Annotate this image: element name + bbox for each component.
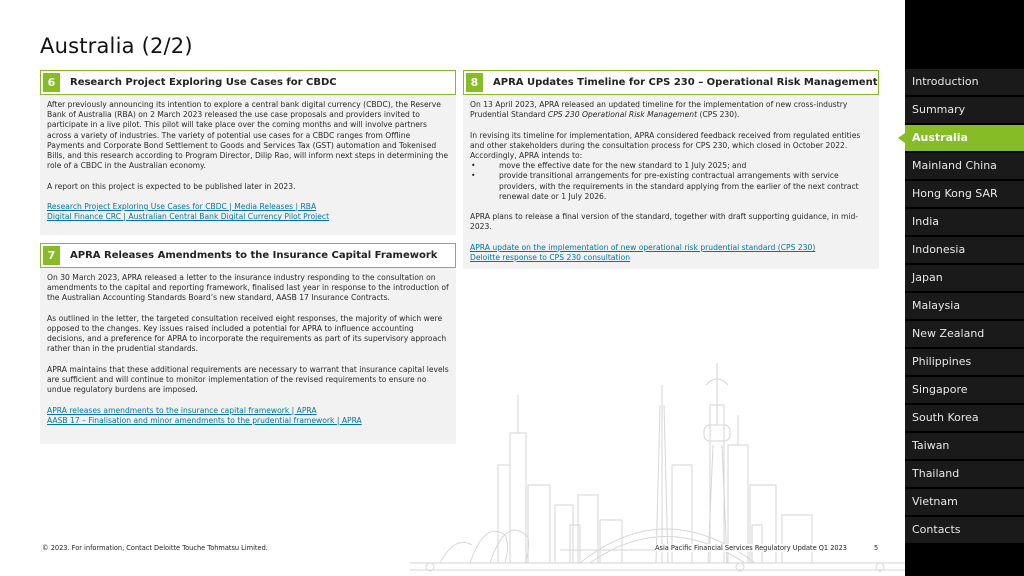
- card-title: Research Project Exploring Use Cases for CBDC: [70, 77, 337, 88]
- card-header: [463, 70, 879, 95]
- card-number-badge: 8: [466, 73, 483, 92]
- nav-item-thailand[interactable]: Thailand: [905, 461, 1024, 487]
- nav-item-japan[interactable]: Japan: [905, 265, 1024, 291]
- nav-item-india[interactable]: India: [905, 209, 1024, 235]
- card-paragraph: On 30 March 2023, APRA released a letter to the insurance industry responding to the consultation on amendments to the capital and reporting framework, finalised last year in response to the introduction of the Australian Accounting Standards Board’s new standard, AASB 17 Insurance Contracts.: [47, 273, 449, 303]
- card-header: [40, 70, 456, 95]
- nav-item-hong-kong-sar[interactable]: Hong Kong SAR: [905, 181, 1024, 207]
- bullet-item: • provide transitional arrangements for pre-existing contractual arrangements with service providers, with the requirements in the standard applying from the earlier of the next contract renewal date or 1 July 2026.: [470, 171, 872, 202]
- card-number-badge: 7: [43, 246, 60, 265]
- card-paragraph: After previously announcing its intention to explore a central bank digital currency (CBDC), the Reserve Bank of Australia (RBA) on 2 March 2023 released the use case proposals and providers invited to participate in a live pilot. This pilot will take place over the coming months and will involve partners across a variety of industries. The variety of potential use cases for a CBDC ranges from Offline Payments and Corporate Bond Settlement to Goods and Services Tax (GST) automation and Tokenised Bills, and this research according to Program Director, Dilip Rao, will inform next steps in determining the role of a CBDC in the Australian economy.: [47, 100, 449, 171]
- footer-copyright: © 2023. For information, Contact Deloitte Touche Tohmatsu Limited.: [42, 544, 268, 552]
- nav-item-summary[interactable]: Summary: [905, 97, 1024, 123]
- card-paragraph: APRA maintains that these additional requirements are necessary to warrant that insurance capital levels are sufficient and will continue to monitor implementation of the revised requirements to ensure no undue regulatory burdens are imposed.: [47, 364, 449, 395]
- card-paragraph: APRA plans to release a final version of the standard, together with draft supporting guidance, in mid-2023.: [470, 212, 859, 232]
- page-title: Australia (2/2): [40, 34, 193, 58]
- nav-item-contacts[interactable]: Contacts: [905, 517, 1024, 543]
- link-deloitte-cps230-response[interactable]: Deloitte response to CPS 230 consultation: [470, 253, 631, 262]
- link-digital-finance-crc[interactable]: Digital Finance CRC | Australian Central Bank Digital Currency Pilot Project: [47, 212, 330, 222]
- nav-item-taiwan[interactable]: Taiwan: [905, 433, 1024, 459]
- card-header: [40, 243, 456, 268]
- card-cps230-timeline: [463, 70, 879, 269]
- card-body: [40, 95, 456, 235]
- nav-item-introduction[interactable]: Introduction: [905, 69, 1024, 95]
- card-paragraph: A report on this project is expected to be published later in 2023.: [47, 181, 296, 191]
- nav-item-malaysia[interactable]: Malaysia: [905, 293, 1024, 319]
- bullet-item: • move the effective date for the new standard to 1 July 2025; and: [470, 161, 872, 171]
- bullet-list: [470, 161, 872, 202]
- nav-item-singapore[interactable]: Singapore: [905, 377, 1024, 403]
- sydney-skyline-illustration: [410, 345, 905, 576]
- nav-item-australia[interactable]: Australia: [905, 125, 1024, 151]
- card-title: APRA Releases Amendments to the Insurance Capital Framework: [70, 250, 438, 261]
- link-aasb17-amendments[interactable]: AASB 17 – Finalisation and minor amendments to the prudential framework | APRA: [47, 415, 362, 425]
- card-number-badge: 6: [43, 73, 60, 92]
- card-cbdc-research: [40, 70, 456, 235]
- sidebar: [905, 0, 1024, 576]
- nav-item-philippines[interactable]: Philippines: [905, 349, 1024, 375]
- card-body: [40, 268, 456, 444]
- nav-item-vietnam[interactable]: Vietnam: [905, 489, 1024, 515]
- link-apra-insurance-capital[interactable]: APRA releases amendments to the insurance capital framework | APRA: [47, 405, 317, 415]
- nav-item-mainland-china[interactable]: Mainland China: [905, 153, 1024, 179]
- nav-item-south-korea[interactable]: South Korea: [905, 405, 1024, 431]
- card-title: APRA Updates Timeline for CPS 230 – Operational Risk Management: [493, 77, 878, 88]
- card-paragraph: In revising its timeline for implementation, APRA considered feedback received from regulated entities and other stakeholders during the consultation process for CPS 230, which closed in October 2022. Accordingly, APRA intends to:: [470, 130, 861, 160]
- link-rba-media-release[interactable]: Research Project Exploring Use Cases for CBDC | Media Releases | RBA: [47, 202, 317, 211]
- nav-item-indonesia[interactable]: Indonesia: [905, 237, 1024, 263]
- link-apra-cps230-update[interactable]: APRA update on the implementation of new operational risk prudential standard (CPS 230): [470, 242, 816, 252]
- sidebar-nav: [905, 69, 1024, 545]
- footer-publication: Asia Pacific Financial Services Regulatory Update Q1 2023: [655, 544, 847, 552]
- page-number: 5: [874, 544, 879, 552]
- nav-item-new-zealand[interactable]: New Zealand: [905, 321, 1024, 347]
- card-paragraph: On 13 April 2023, APRA released an updated timeline for the implementation of new cross-industry Prudential Standard CPS 230 Operational Risk Management (CPS 230).: [470, 100, 848, 120]
- card-paragraph: As outlined in the letter, the targeted consultation received eight responses, the majority of which were opposed to the changes. Key issues raised included a potential for APRA to influence accounting decisions, and a preference for APRA to incorporate the requirements as part of its supervisory approach rather than in the prudential standards.: [47, 313, 447, 354]
- card-insurance-capital: [40, 243, 456, 444]
- card-body: [463, 95, 879, 269]
